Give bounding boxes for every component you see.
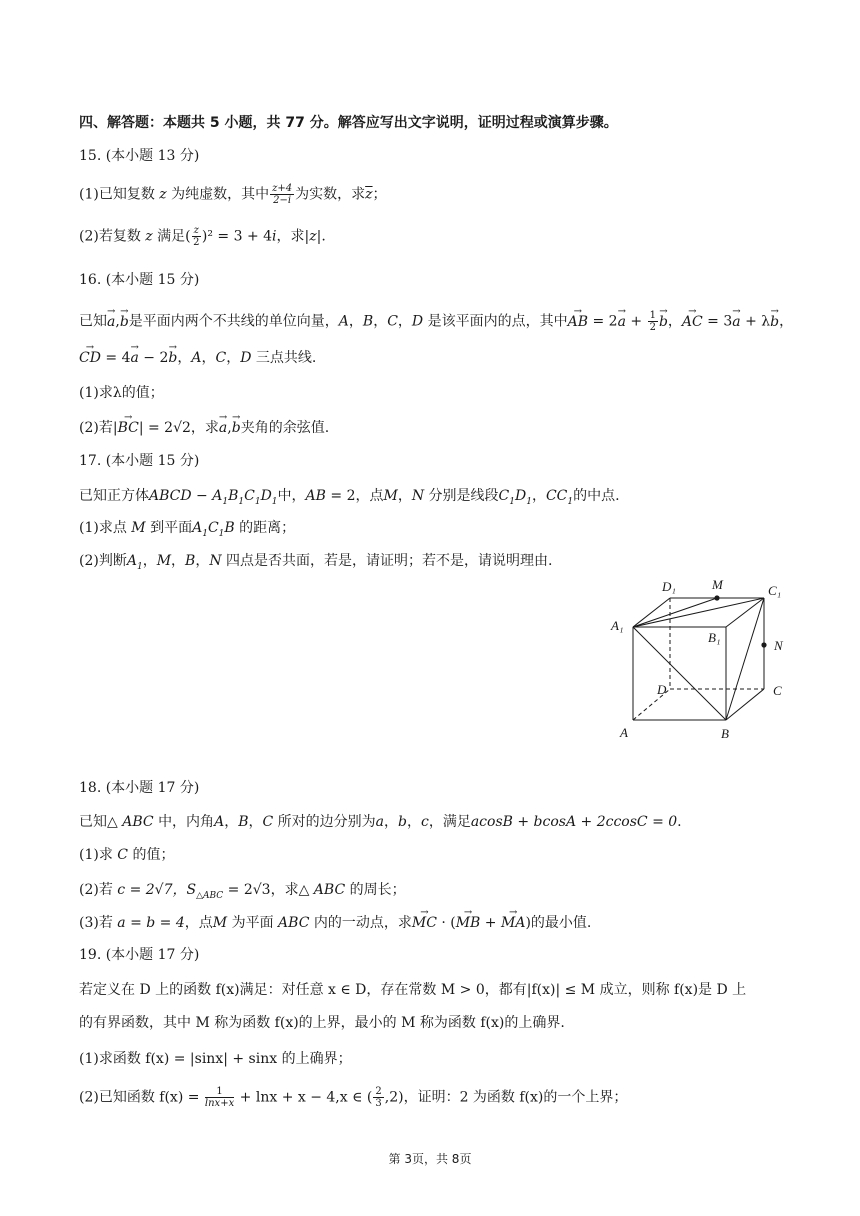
q18-part1: (1)求 C 的值； [79,847,175,863]
label-B: B [721,726,729,741]
q19-line1: 若定义在 D 上的函数 f(x)满足：对任意 x ∈ D，存在常数 M > 0，都有|f(x)| ≤ M 成立，则称 f(x)是 D 上 [79,982,747,998]
q19-part1: (1)求函数 f(x) = |sinx| + sinx 的上确界； [79,1051,352,1067]
label-D: D [657,682,667,697]
label-D1: D₁ [662,579,676,594]
q15-part2: (2)若复数 z 满足( $\frac{z}{2}$ )² = 3 + 4i，求|z|. [79,225,326,248]
section-title: 四、解答题：本题共 5 小题，共 77 分。解答应写出文字说明，证明过程或演算步骤。 [79,115,618,131]
label-C1: C₁ [768,583,782,598]
label-A1: A₁ [611,618,624,633]
q17-part1: (1)求点 M 到平面$A_1C_1B$ 的距离； [79,520,296,539]
q18-header: 18. (本小题 17 分) [79,780,200,796]
q15-fraction: $\frac{z+4}{2-i}$ [272,183,293,206]
q15-part1: (1)已知复数 z 为纯虚数，其中 $\frac{z+4}{2-i}$ 为实数，求$\overline{z}$； [79,183,387,206]
q15-header: 15. (本小题 13 分) [79,148,200,164]
point-M [714,595,719,600]
point-N [761,642,766,647]
q17-line1: 已知正方体ABCD − $A_1B_1C_1D_1$中，AB = 2，点M，N 分别是线段$C_1D_1$，$CC_1$的中点. [79,488,620,507]
cube-figure [600,570,820,750]
label-B1: B₁ [708,630,721,645]
label-M: M [712,577,723,592]
label-N: N [774,638,783,653]
q17-part2: (2)判断$A_1$，M，B，N 四点是否共面，若是，请证明；若不是，请说明理由. [79,553,553,572]
segment-A1-M [633,598,717,627]
q19-header: 19. (本小题 17 分) [79,947,200,963]
q17-header: 17. (本小题 15 分) [79,453,200,469]
q16-line1: 已知→ a,→ b是平面内两个不共线的单位向量，A，B，C，D 是该平面内的点，其中→ AB = 2→ a + $\frac{1}{2}$ → b，→ AC = 3→ a + λ→ b， [79,310,793,333]
q16-line2: → CD = 4→ a − 2→ b，A，C，D 三点共线. [79,348,316,368]
q18-part3: (3)若 a = b = 4，点M 为平面 ABC 内的一动点，求→ MC · (→ MB + → MA)的最小值. [79,913,591,933]
segment-C1-B [726,598,764,720]
q16-part1: (1)求λ的值； [79,385,164,401]
label-A: A [620,725,628,740]
q18-line1: 已知△ ABC 中，内角A，B，C 所对的边分别为a，b，c，满足acosB + bcosA + 2ccosC = 0. [79,814,682,830]
edge-B-C [726,689,764,720]
label-C: C [773,683,782,698]
q18-part2: (2)若 c = 2√7，$S_{\triangle ABC} = 2√3$，求△ ABC 的周长； [79,882,406,901]
q19-part2: (2)已知函数 f(x) = $\frac{1}{\ln x+x}$ + lnx + x − 4,x ∈ ( $\frac{2}{3}$ ,2)，证明：2 为函数 f(x)的一个上界； [79,1086,628,1109]
q16-header: 16. (本小题 15 分) [79,272,200,288]
q16-part2: (2)若|→ BC| = 2√2，求→ a,→ b夹角的余弦值. [79,418,329,438]
q19-line2: 的有界函数，其中 M 称为函数 f(x)的上界，最小的 M 称为函数 f(x)的上确界. [79,1015,565,1031]
page-footer: 第 3页，共 8页 [388,1152,472,1166]
